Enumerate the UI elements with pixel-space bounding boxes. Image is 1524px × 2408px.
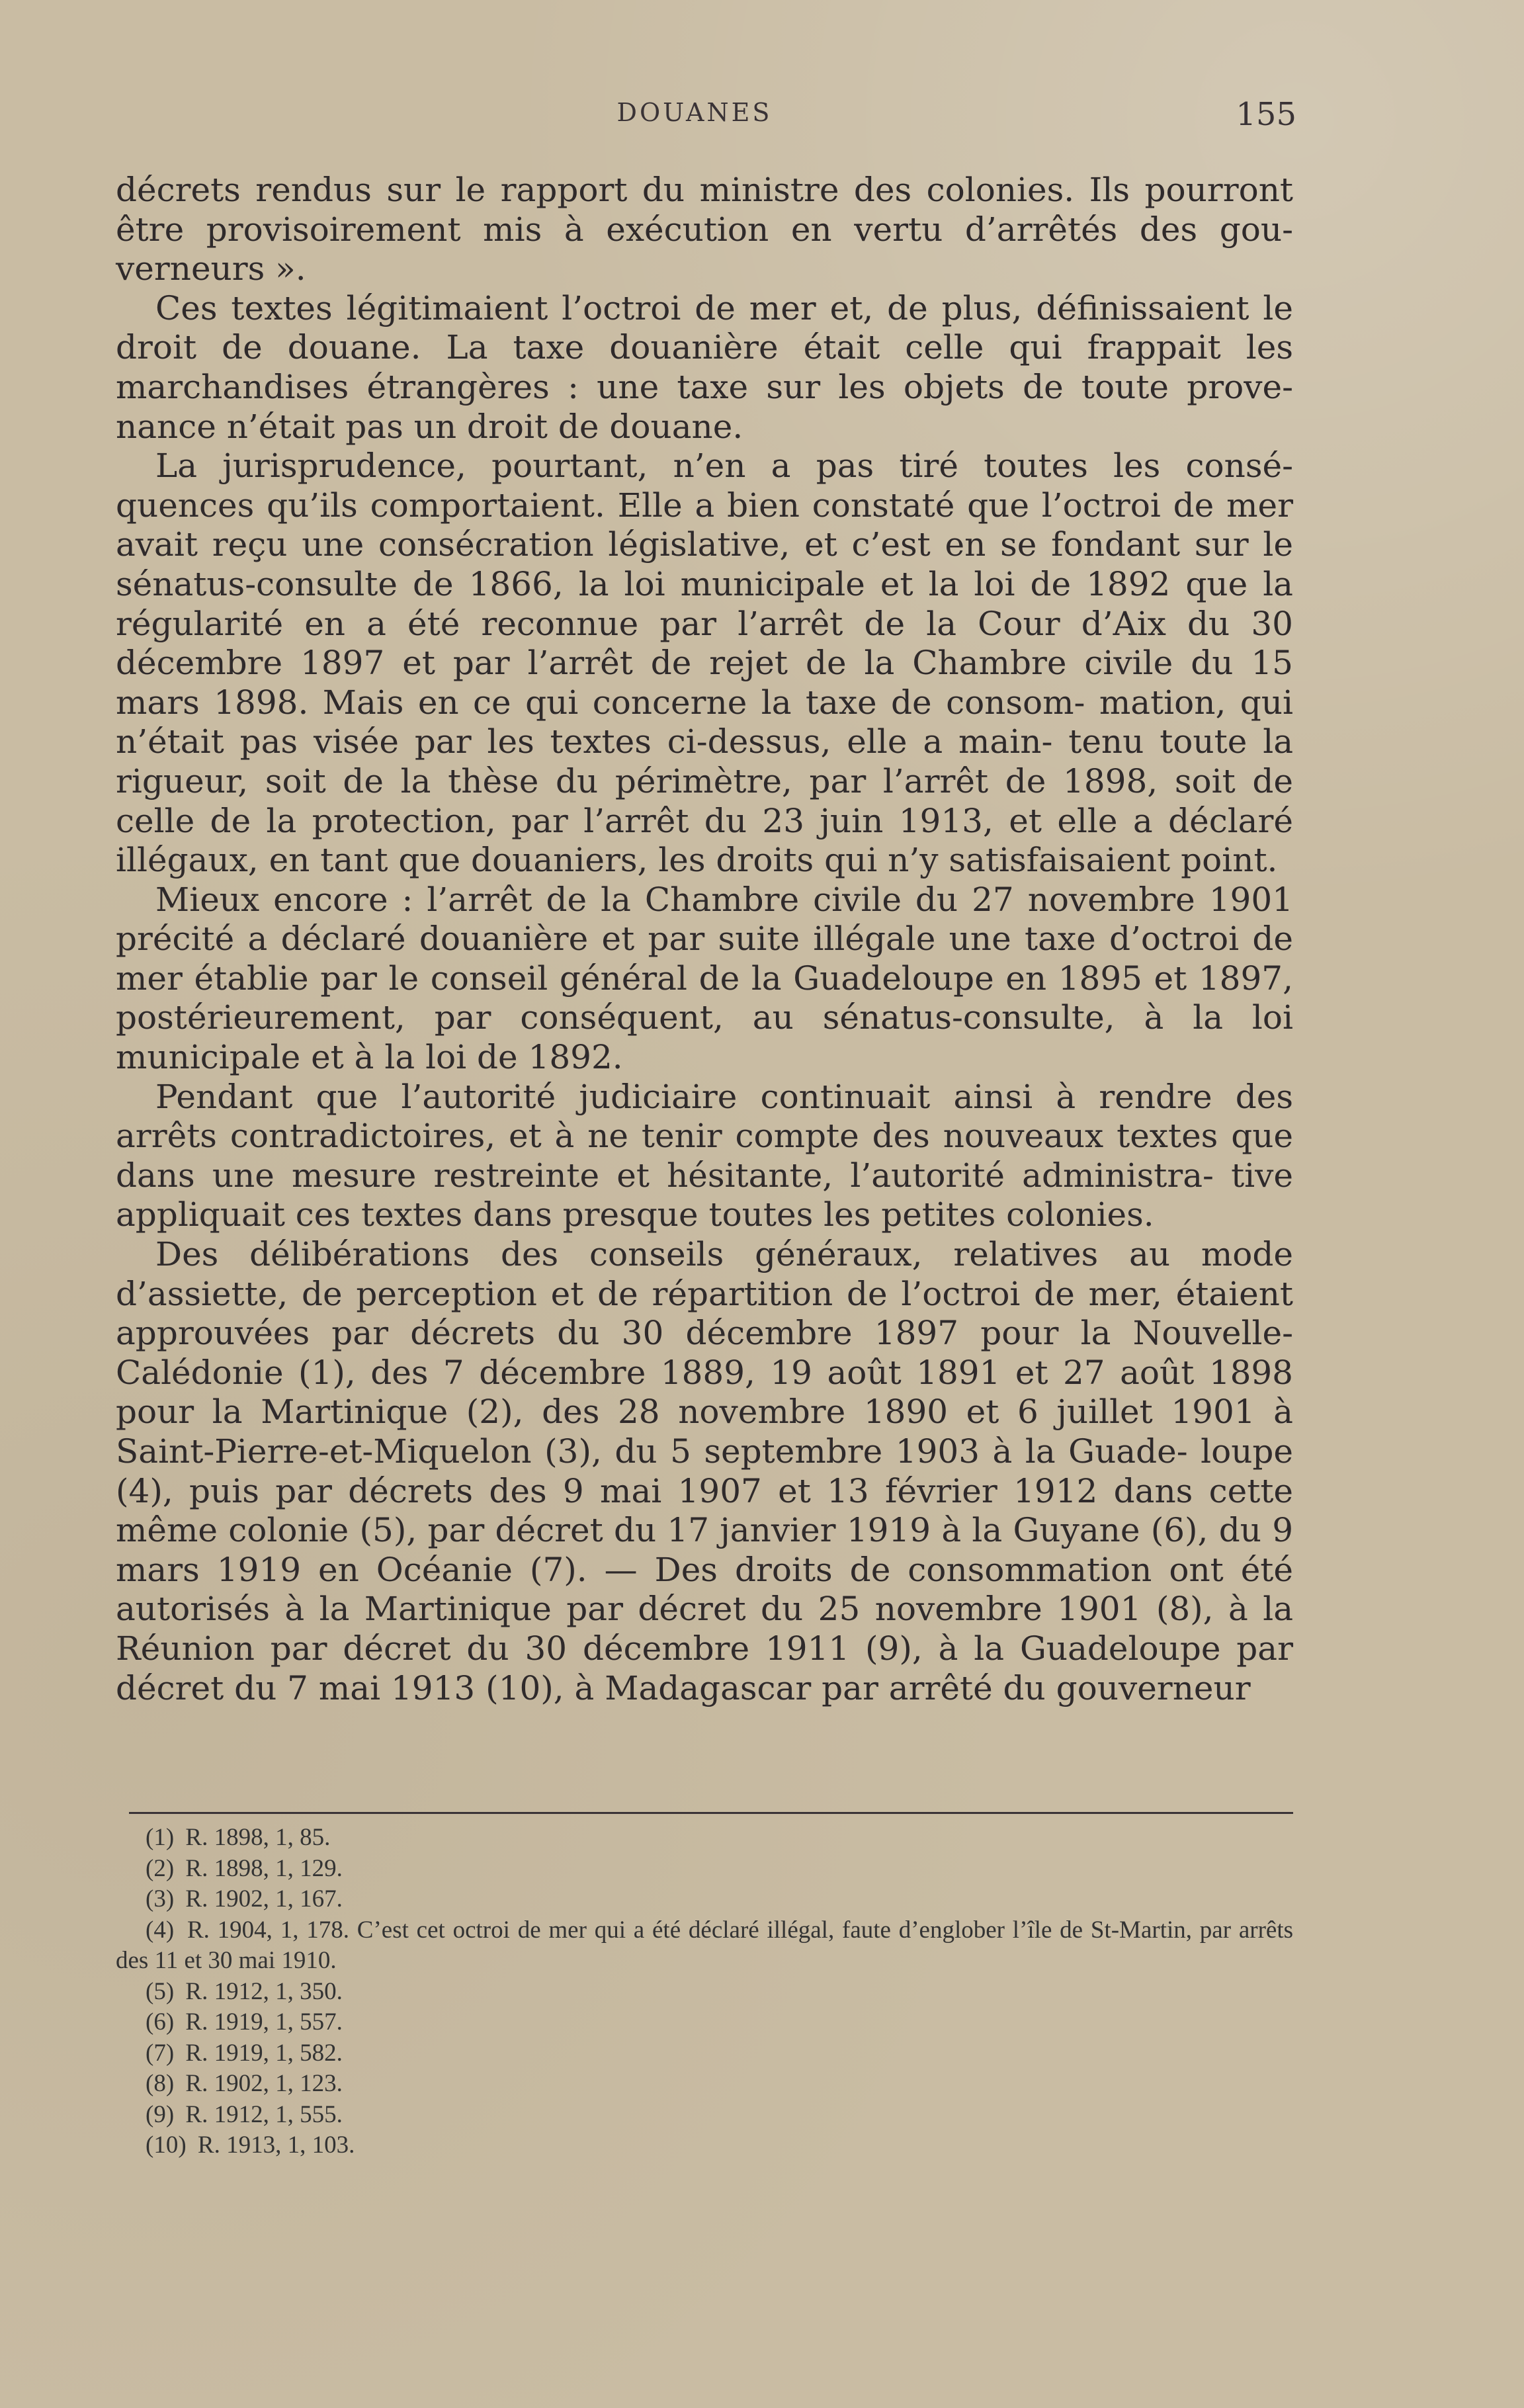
footnote [116,2069,1293,2100]
running-title: DOUANES [616,98,773,127]
footnote-text: R. 1912, 1, 350. [185,1977,343,2005]
footnote [116,1884,1293,1915]
footnote-text: R. 1898, 1, 85. [185,1824,331,1851]
footnote-number: (5) [146,1977,175,2005]
footnote-number: (1) [146,1824,175,1851]
footnote [116,2038,1293,2069]
footnote [116,1915,1293,1977]
footnote-text: R. 1902, 1, 167. [185,1885,343,1913]
footnote-number: (3) [146,1885,175,1913]
footnote-text: R. 1913, 1, 103. [197,2131,355,2159]
paragraph: Mieux encore : l’arrêt de la Chambre civile du 27 novembre 1901 précité a déclaré douanière et par suite illégale une taxe d’octroi de mer établie par le conseil général de la Guadeloupe en 1895 et 1897, postérieurement, par conséquent, au sénatus-consulte, à la loi municipale et à la loi de 1892. [116,880,1293,1077]
footnote-text: R. 1912, 1, 555. [185,2100,343,2128]
paragraph: Ces textes légitimaient l’octroi de mer et, de plus, définissaient le droit de douane. La taxe douanière était celle qui frappait les marchandises étrangères : une taxe sur les objets de toute prove- nance n’était pas un droit de douane. [116,288,1293,446]
footnote-text: R. 1898, 1, 129. [185,1854,343,1882]
footnote-text: R. 1904, 1, 178. C’est cet octroi de mer qui a été déclaré illégal, faute d’englober l’île de St-Martin, par arrêts des 11 et 30 mai 1910. [116,1916,1293,1974]
page-number: 155 [1236,96,1296,133]
paragraph: Pendant que l’autorité judiciaire continuait ainsi à rendre des arrêts contradictoires, et à ne tenir compte des nouveaux textes que dans une mesure restreinte et hésitante, l’autorité administra- tive appliquait ces textes dans presque toutes les petites colonies. [116,1077,1293,1234]
footnote-number: (4) [146,1916,175,1944]
footnote-number: (9) [146,2100,175,2128]
footnote-number: (2) [146,1854,175,1882]
footnote-number: (8) [146,2070,175,2097]
footnote-text: R. 1919, 1, 582. [185,2039,343,2067]
footnote [116,1854,1293,1885]
paragraph-continued: décrets rendus sur le rapport du ministre des colonies. Ils pourront être provisoirement mis à exécution en vertu d’arrêtés des gou- verneurs ». [116,171,1293,288]
footnote-text: R. 1902, 1, 123. [185,2070,343,2097]
footnote-number: (6) [146,2008,175,2036]
footnote [116,1977,1293,2008]
footnote-divider [129,1812,1293,1814]
footnote-text: R. 1919, 1, 557. [185,2008,343,2036]
body-text [116,171,1293,1708]
paragraph: La jurisprudence, pourtant, n’en a pas tiré toutes les consé- quences qu’ils comportaient. Elle a bien constaté que l’octroi de mer avait reçu une consécration législative, et c’est en se fondant sur le sénatus-consulte de 1866, la loi municipale et la loi de 1892 que la régularité en a été reconnue par l’arrêt de la Cour d’Aix du 30 décembre 1897 et par l’arrêt de rejet de la Chambre civile du 15 mars 1898. Mais en ce qui concerne la taxe de consom- mation, qui n’était pas visée par les textes ci-dessus, elle a main- tenu toute la rigueur, soit de la thèse du périmètre, par l’arrêt de 1898, soit de celle de la protection, par l’arrêt du 23 juin 1913, et elle a déclaré illégaux, en tant que douaniers, les droits qui n’y satisfaisaient point. [116,447,1293,880]
footnote [116,2100,1293,2131]
footnotes [116,1823,1293,2161]
footnote [116,2130,1293,2161]
paragraph: Des délibérations des conseils généraux, relatives au mode d’assiette, de perception et de répartition de l’octroi de mer, étaient approuvées par décrets du 30 décembre 1897 pour la Nouvelle- Calédonie (1), des 7 décembre 1889, 19 août 1891 et 27 août 1898 pour la Martinique (2), des 28 novembre 1890 et 6 juillet 1901 à Saint-Pierre-et-Miquelon (3), du 5 septembre 1903 à la Guade- loupe (4), puis par décrets des 9 mai 1907 et 13 février 1912 dans cette même colonie (5), par décret du 17 janvier 1919 à la Guyane (6), du 9 mars 1919 en Océanie (7). — Des droits de consommation ont été autorisés à la Martinique par décret du 25 novembre 1901 (8), à la Réunion par décret du 30 décembre 1911 (9), à la Guadeloupe par décret du 7 mai 1913 (10), à Madagascar par arrêté du gouverneur [116,1235,1293,1707]
footnote [116,1823,1293,1854]
footnote-number: (7) [146,2039,175,2067]
footnote [116,2007,1293,2038]
footnote-number: (10) [146,2131,187,2159]
